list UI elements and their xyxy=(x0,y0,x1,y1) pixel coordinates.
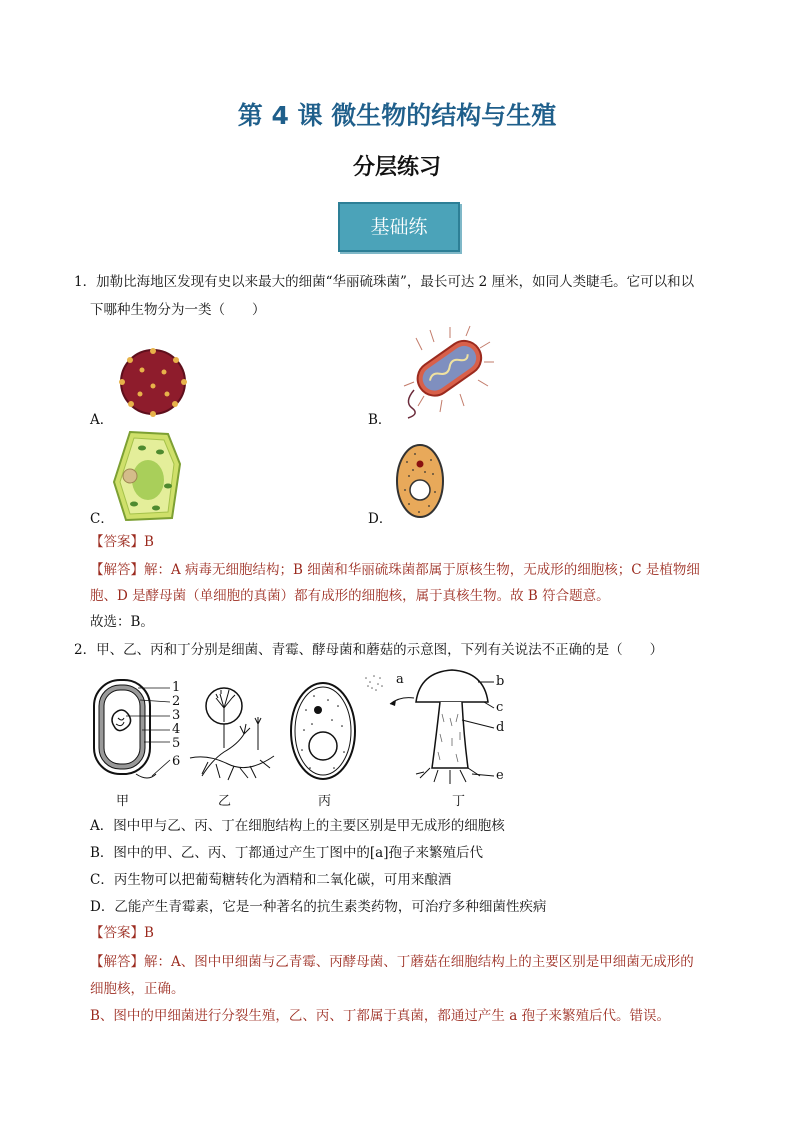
label-3: 3 xyxy=(172,708,181,723)
label-e: e xyxy=(496,768,504,783)
q1-analysis-line1: 【解答】解：A 病毒无细胞结构；B 细菌和华丽硫珠菌都属于原核生物，无成形的细胞核；C 是植物细 xyxy=(90,562,700,578)
penicillium-diagram xyxy=(188,684,280,784)
q2-analysis-line1: 【解答】解：A、图中甲细菌与乙青霉、丙酵母菌、丁蘑菇在细胞结构上的主要区别是甲细菌无成形的 xyxy=(90,954,694,970)
section-subtitle: 分层练习 xyxy=(352,155,441,180)
figure-label-jia: 甲 xyxy=(116,794,130,809)
label-b: b xyxy=(496,674,505,689)
q2-analysis-line3: B、图中的甲细菌进行分裂生殖，乙、丙、丁都属于真菌，都通过产生 a 孢子来繁殖后代。错误。 xyxy=(90,1008,671,1024)
q2-option-c: C．丙生物可以把葡萄糖转化为酒精和二氧化碳，可用来酿酒 xyxy=(90,872,452,888)
label-4: 4 xyxy=(172,722,181,737)
q1-option-a: A． xyxy=(90,412,114,428)
q2-answer: 【答案】B xyxy=(90,925,154,941)
q1-analysis-line2: 胞、D 是酵母菌（单细胞的真菌）都有成形的细胞核，属于真核生物。故 B 符合题意。 xyxy=(90,588,610,604)
yeast-diagram xyxy=(288,680,358,782)
label-6: 6 xyxy=(172,754,181,769)
q2-option-d: D．乙能产生青霉素，它是一种著名的抗生素类药物，可治疗多种细菌性疾病 xyxy=(90,899,547,915)
figure-label-yi: 乙 xyxy=(218,794,232,809)
bacterium-image xyxy=(400,330,490,418)
label-c: c xyxy=(496,700,504,715)
plant-cell-image xyxy=(112,430,182,522)
label-a: a xyxy=(396,672,404,687)
q1-stem-line2: 下哪种生物分为一类（ ） xyxy=(90,302,266,318)
virus-image xyxy=(112,346,194,418)
label-1: 1 xyxy=(172,680,181,695)
q2-analysis-line2: 细胞核，正确。 xyxy=(90,981,185,997)
q1-answer: 【答案】B xyxy=(90,534,154,550)
q2-option-a: A．图中甲与乙、丙、丁在细胞结构上的主要区别是甲无成形的细胞核 xyxy=(90,818,505,834)
yeast-cell-image xyxy=(395,442,445,520)
q1-option-d: D． xyxy=(368,511,393,527)
q1-option-c: C． xyxy=(90,511,114,527)
q2-stem: 2．甲、乙、丙和丁分别是细菌、青霉、酵母菌和蘑菇的示意图，下列有关说法不正确的是（ ） xyxy=(74,642,664,658)
q1-stem-line1: 1．加勒比海地区发现有史以来最大的细菌“华丽硫珠菌”，最长可达 2 厘米，如同人类睫毛。它可以和以 xyxy=(74,274,695,290)
level-badge: 基础练 xyxy=(338,202,460,252)
figure-label-bing: 丙 xyxy=(318,794,332,809)
label-2: 2 xyxy=(172,694,181,709)
mushroom-diagram xyxy=(360,668,500,786)
figure-label-ding: 丁 xyxy=(452,794,466,809)
q1-conclusion: 故选：B。 xyxy=(90,614,154,630)
q1-option-b: B． xyxy=(368,412,392,428)
label-d: d xyxy=(496,720,505,735)
lesson-title: 第 4 课 微生物的结构与生殖 xyxy=(237,101,557,130)
label-5: 5 xyxy=(172,736,181,751)
q2-option-b: B．图中的甲、乙、丙、丁都通过产生丁图中的[a]孢子来繁殖后代 xyxy=(90,845,484,861)
